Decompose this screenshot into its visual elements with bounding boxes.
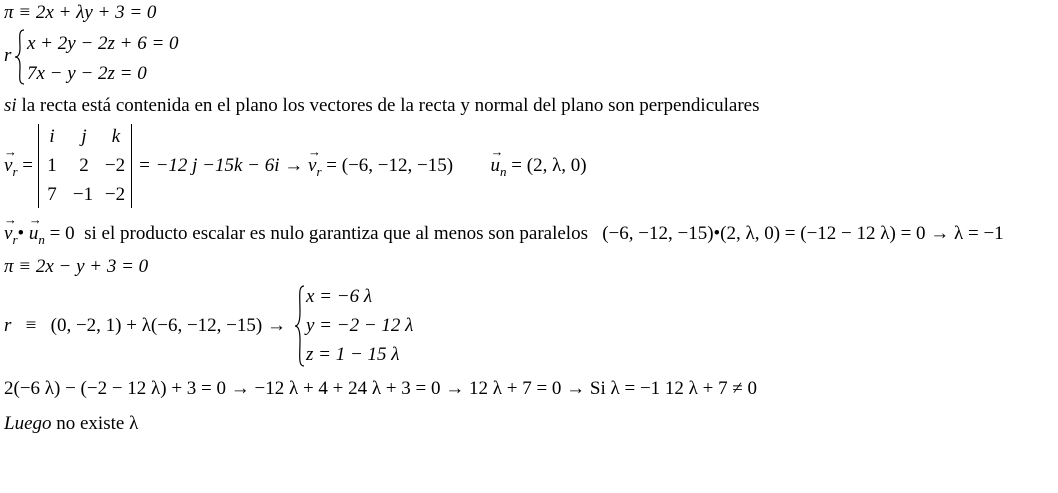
equiv-symbol: ≡ — [25, 315, 37, 336]
dot-calculation: (−6, −12, −15)•(2, λ, 0) = (−12 − 12 λ) = 0 → λ = −1 — [602, 223, 1004, 244]
explanation-line — [4, 95, 760, 117]
vector-v-sub: r — [12, 232, 18, 247]
det-cell: i — [49, 126, 55, 147]
substitution-line: 2(−6 λ) − (−2 − 12 λ) + 3 = 0 → −12 λ + 4 + 24 λ + 3 = 0 → 12 λ + 7 = 0 → Si λ = −1 12 λ + 7 ≠ 0 — [4, 378, 758, 399]
explanation-text: la recta está contenida en el plano los vectores de la recta y normal del plano son perpendiculares — [21, 95, 760, 116]
param-eq-x: x = −6 λ — [306, 286, 373, 307]
parametric-expr: (0, −2, 1) + λ(−6, −12, −15) → — [50, 315, 286, 336]
dot-explanation: si el producto escalar es nulo garantiza que al menos son paralelos — [84, 223, 588, 244]
vector-u-sub: n — [38, 232, 45, 247]
vector-u-symbol: → u — [491, 155, 501, 177]
vector-u-symbol: → u — [29, 223, 39, 245]
line-r-label: r — [4, 315, 12, 336]
det-cell: −2 — [104, 184, 126, 205]
si-word: si — [4, 95, 17, 116]
system-eq-2: 7x − y − 2z = 0 — [27, 63, 147, 84]
vector-v-symbol: → v — [4, 155, 12, 177]
dot-equals-zero: = 0 — [49, 223, 75, 244]
det-cell: 7 — [47, 184, 57, 205]
plane-equation-2: π ≡ 2x − y + 3 = 0 — [4, 256, 149, 277]
parametric-brace — [294, 284, 306, 374]
det-equals: = — [22, 155, 33, 176]
vector-v-sub: r — [316, 164, 322, 179]
parametric-line — [4, 315, 286, 337]
luego-word: Luego — [4, 413, 52, 434]
vector-v-sub: r — [12, 164, 18, 179]
det-cell: −2 — [104, 155, 126, 176]
det-cell: 1 — [47, 155, 57, 176]
system-brace — [14, 28, 26, 92]
conclusion-text: no existe λ — [56, 413, 139, 434]
system-eq-1: x + 2y − 2z + 6 = 0 — [27, 33, 179, 54]
det-cell: j — [81, 126, 87, 147]
vr-value: = (−6, −12, −15) — [326, 155, 454, 176]
det-cell: 2 — [79, 155, 89, 176]
plane-equation-1: π ≡ 2x + λy + 3 = 0 — [4, 2, 157, 23]
vr-label-1 — [4, 155, 33, 178]
det-result-line — [138, 155, 587, 178]
determinant — [38, 124, 134, 208]
det-cell: k — [111, 126, 121, 147]
vector-u-sub: n — [500, 164, 507, 179]
param-eq-z: z = 1 − 15 λ — [306, 344, 400, 365]
param-eq-y: y = −2 − 12 λ — [306, 315, 414, 336]
conclusion-line — [4, 413, 138, 435]
line-r-label: r — [4, 45, 12, 66]
vector-v-symbol: → v — [4, 223, 12, 245]
det-result: = −12 j −15k − 6i → — [138, 155, 304, 176]
un-value: = (2, λ, 0) — [511, 155, 587, 176]
dot-product-line: → $v_r• \to u_n = 0$ si el producto escalar es nulo garantiza que al menos son paralelos (−6, −12, −15)•(2, λ, 0) = (−12 − 12 λ) = 0 → λ = −1 — [4, 223, 1004, 246]
vector-v-symbol: → v — [308, 155, 316, 177]
det-cell: −1 — [72, 184, 94, 205]
